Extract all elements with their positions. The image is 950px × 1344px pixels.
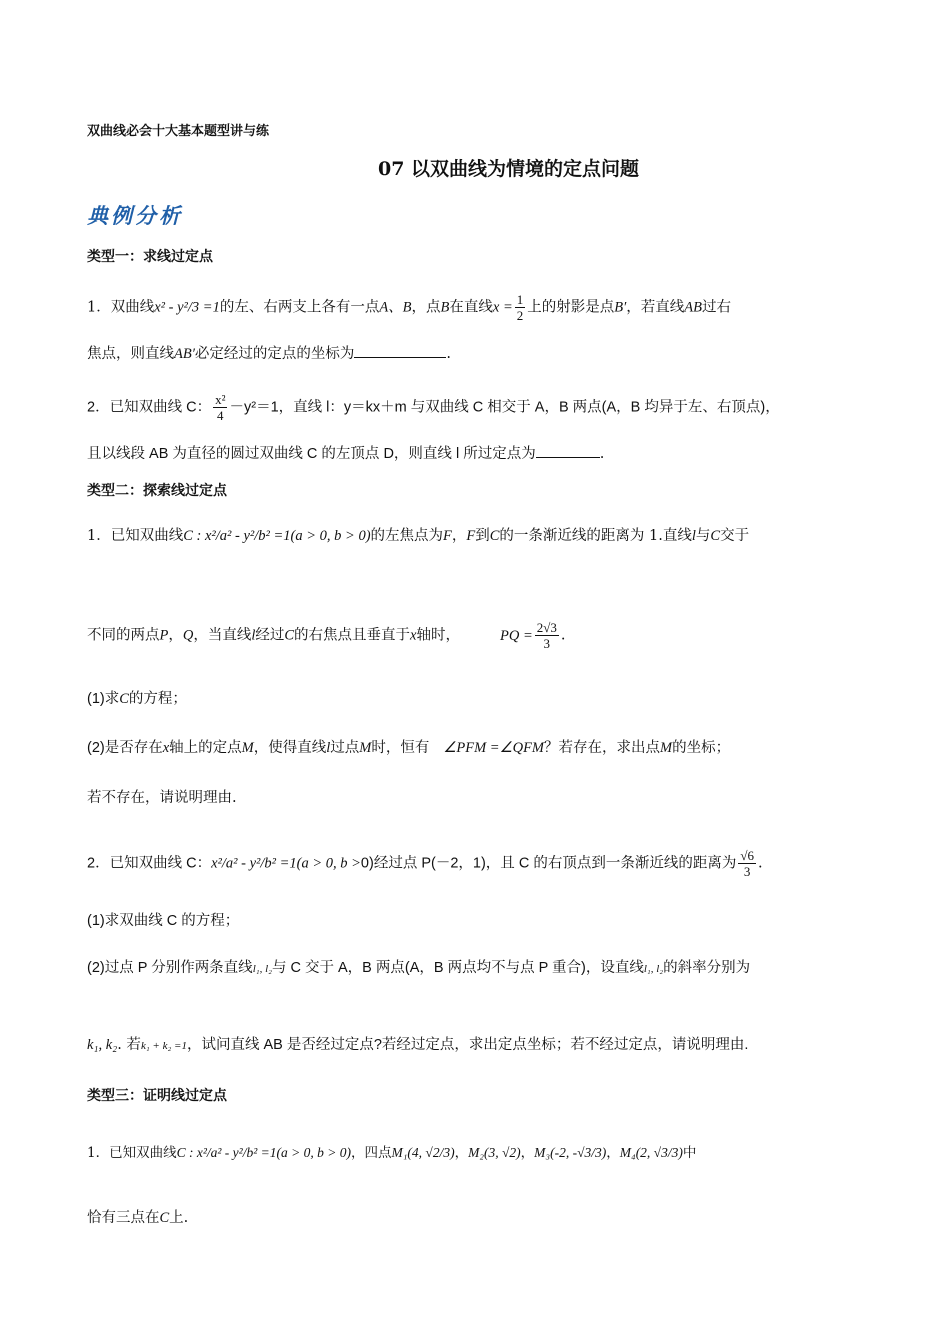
page-title: 07 以双曲线为情境的定点问题 — [378, 158, 640, 180]
t2q1-line: l — [326, 740, 331, 756]
t2q1-pq: PQ = — [499, 627, 533, 644]
series-title: 双曲线必会十大基本题型讲与练 — [87, 124, 270, 139]
type3-q1-line2 — [87, 1208, 188, 1228]
t2q2-text: 0)经过点 P(－2，1)，且 C 的右顶点到一条渐近线的距离为 — [360, 855, 737, 872]
frac-den: 3 — [743, 864, 751, 879]
t2q2-text: ，试问直线 AB 是否经过定点?若经过定点，求出定点坐标；若不经过定点，请说明理由. — [186, 1037, 749, 1053]
type1-heading: 类型一：求线过定点 — [87, 248, 213, 264]
t2q1-text: 与 — [695, 528, 711, 544]
t3q1-point-m2: M₂(3, √2) — [468, 1145, 521, 1160]
t2q1-focus: F — [443, 528, 452, 544]
t2q1-text: ，当直线 — [193, 627, 252, 644]
q1-number: 1．双曲线 — [87, 299, 155, 316]
t3q1-text: ，四点 — [350, 1145, 392, 1161]
q1-half-fraction — [515, 292, 526, 323]
t2q2-slopes: k₁, k₂ — [87, 1037, 118, 1053]
t2q1-text: 的方程； — [128, 691, 187, 707]
t2q1-text: 时，恒有 — [371, 740, 430, 756]
t2q1-equation: C : x²/a² - y²/b² =1(a > 0, b > 0) — [183, 528, 371, 544]
frac-den: 4 — [217, 408, 224, 423]
t2q1-text: ， — [451, 528, 467, 544]
type1-q1-line1 — [87, 292, 731, 323]
t2q2-lines: l₁, l₂ — [643, 963, 664, 975]
t2q1-text: ，使得直线 — [253, 740, 327, 756]
q1-text: ，若直线 — [626, 299, 685, 316]
t2q1-text: (2)是否存在 — [87, 740, 163, 756]
frac-num: 1 — [516, 292, 524, 307]
q1-text: 过右 — [702, 299, 732, 316]
t2q2-text: (2)过点 P 分别作两条直线 — [87, 960, 253, 976]
t2q2-text: . 若 — [117, 1037, 141, 1053]
type3-heading: 类型三：证明线过定点 — [87, 1087, 227, 1103]
t2q2-distance-fraction — [738, 848, 756, 879]
t3q1-equation: C : x²/a² - y²/b² =1(a > 0, b > 0) — [176, 1145, 351, 1160]
q1-equation: x² - y²/3 =1 — [154, 299, 220, 316]
q1-text: 上的射影是点 — [527, 299, 615, 316]
t2q2-text: 的斜率分别为 — [663, 960, 751, 976]
type1-q2-line1 — [87, 392, 780, 423]
t3q1-point-m3: M₃(-2, -√3/3) — [534, 1145, 607, 1160]
q1-text: . — [446, 346, 451, 362]
t2q1-curve: C — [284, 627, 295, 644]
type2-q2-sub2-line2 — [87, 1035, 748, 1056]
t2q1-curve: C — [119, 691, 129, 707]
frac-num: 2√3 — [536, 620, 557, 635]
type3-q1-line1 — [87, 1143, 696, 1163]
q1-text: 的左、右两支上各有一点 — [219, 299, 380, 316]
t2q1-point-m: M — [241, 740, 254, 756]
t2q1-text: 的左焦点为 — [370, 528, 444, 544]
q1-x-eq: x = — [492, 299, 513, 316]
type2-q2-sub1 — [87, 911, 239, 931]
q1-text: 焦点，则直线 — [87, 346, 174, 362]
t2q2-text: 与 C 交于 A，B 两点(A，B 两点均不与点 P 重合)，设直线 — [271, 960, 644, 976]
q1-text: 在直线 — [449, 299, 493, 316]
t2q1-line: l — [691, 528, 696, 544]
t2q2-text: 2．已知双曲线 C： — [87, 855, 212, 872]
t2q1-curve: C — [489, 528, 500, 544]
t3q1-text: 中 — [682, 1145, 697, 1161]
t2q1-curve: C — [710, 528, 721, 544]
type2-q1-sub1 — [87, 689, 187, 709]
t2q1-text: (1)求 — [87, 691, 120, 707]
q1-line-abprime: AB′ — [174, 346, 195, 362]
t2q1-text: 的坐标； — [672, 740, 731, 756]
t2q1-angle: ∠PFM =∠QFM — [443, 740, 544, 756]
t2q1-text: 若不存在，请说明理由. — [87, 790, 237, 806]
t2q1-text: 轴上的定点 — [169, 740, 242, 756]
t2q1-text: 过点 — [330, 740, 360, 756]
q1-point-b: B — [440, 299, 450, 316]
answer-blank — [536, 443, 600, 458]
type1-q2-line2 — [87, 443, 604, 464]
t2q1-point-p: P — [159, 627, 169, 644]
t3q1-text: 恰有三点在 — [87, 1210, 160, 1226]
frac-den: 2 — [516, 308, 524, 323]
t2q2-slope-sum: k₁ + k₂ =1 — [140, 1040, 187, 1052]
t2q1-point-q: Q — [182, 627, 194, 644]
t3q1-text: 1．已知双曲线 — [87, 1145, 177, 1161]
t3q1-text: ， — [520, 1145, 535, 1161]
q2-fraction — [213, 392, 227, 423]
t2q1-text: ， — [168, 627, 183, 644]
type2-q1-sub2-line2 — [87, 788, 237, 808]
t3q1-point-m1: M₁(4, √2/3) — [391, 1145, 455, 1160]
answer-blank — [354, 343, 446, 358]
t2q1-axis: x — [410, 627, 417, 644]
t2q1-focus: F — [466, 528, 476, 544]
frac-den: 3 — [543, 636, 551, 651]
t2q1-text: . — [560, 627, 566, 644]
type2-q1-sub2 — [87, 738, 730, 758]
t2q2-lines: l₁, l₂ — [252, 963, 272, 975]
t2q1-text: 1．已知双曲线 — [87, 528, 184, 544]
type2-q2-sub2 — [87, 958, 750, 979]
q1-text: 必定经过的定点的坐标为 — [194, 346, 355, 362]
section-heading: 典例分析 — [87, 203, 183, 228]
t3q1-text: 上. — [169, 1210, 189, 1226]
t2q1-text: 经过 — [255, 627, 285, 644]
t2q2-text: . — [757, 855, 763, 872]
t2q1-text: 的一条渐近线的距离为 1.直线 — [499, 528, 692, 544]
q1-points: A、B — [379, 299, 412, 316]
type2-heading: 类型二：探索线过定点 — [87, 482, 227, 498]
t3q1-point-m4: M₄(2, √3/3) — [619, 1145, 683, 1160]
t2q1-axis: x — [162, 740, 170, 756]
frac-num: √6 — [740, 848, 754, 863]
t2q1-pq-fraction — [535, 620, 559, 651]
q2-text: 2．已知双曲线 C： — [87, 399, 212, 416]
type2-q2-line1 — [87, 848, 763, 879]
q1-point-bprime: B′ — [614, 299, 627, 316]
t2q1-text: 到 — [475, 528, 490, 544]
q2-text: 且以线段 AB 为直径的圆过双曲线 C 的左顶点 D，则直线 l 所过定点为 — [87, 446, 536, 462]
t3q1-text: ， — [454, 1145, 469, 1161]
t2q2-equation: x²/a² - y²/b² =1(a > 0, b > — [211, 855, 361, 872]
t2q1-text: 轴时， — [416, 627, 460, 644]
type2-q1-line1 — [87, 526, 749, 546]
t2q1-text: ？若存在，求出点 — [544, 740, 660, 756]
t2q2-text: (1)求双曲线 C 的方程； — [87, 913, 240, 929]
t3q1-text: ， — [606, 1145, 620, 1161]
t2q1-text: 交于 — [720, 528, 750, 544]
t2q1-point-m: M — [660, 740, 673, 756]
q1-text: ，点 — [411, 299, 441, 316]
t3q1-curve: C — [159, 1210, 170, 1226]
frac-num: x² — [215, 392, 226, 407]
t2q1-point-m: M — [359, 740, 372, 756]
t2q1-text: 的右焦点且垂直于 — [294, 627, 411, 644]
t2q1-line: l — [251, 627, 256, 644]
type2-q1-line2 — [87, 620, 565, 651]
t2q1-text: 不同的两点 — [87, 627, 160, 644]
q2-text: . — [599, 446, 605, 462]
q2-text: －y²＝1，直线 l：y＝kx＋m 与双曲线 C 相交于 A，B 两点(A，B 均异于左、右顶点)， — [229, 399, 780, 416]
type1-q1-line2 — [87, 343, 451, 364]
q1-line-ab: AB — [684, 299, 703, 316]
